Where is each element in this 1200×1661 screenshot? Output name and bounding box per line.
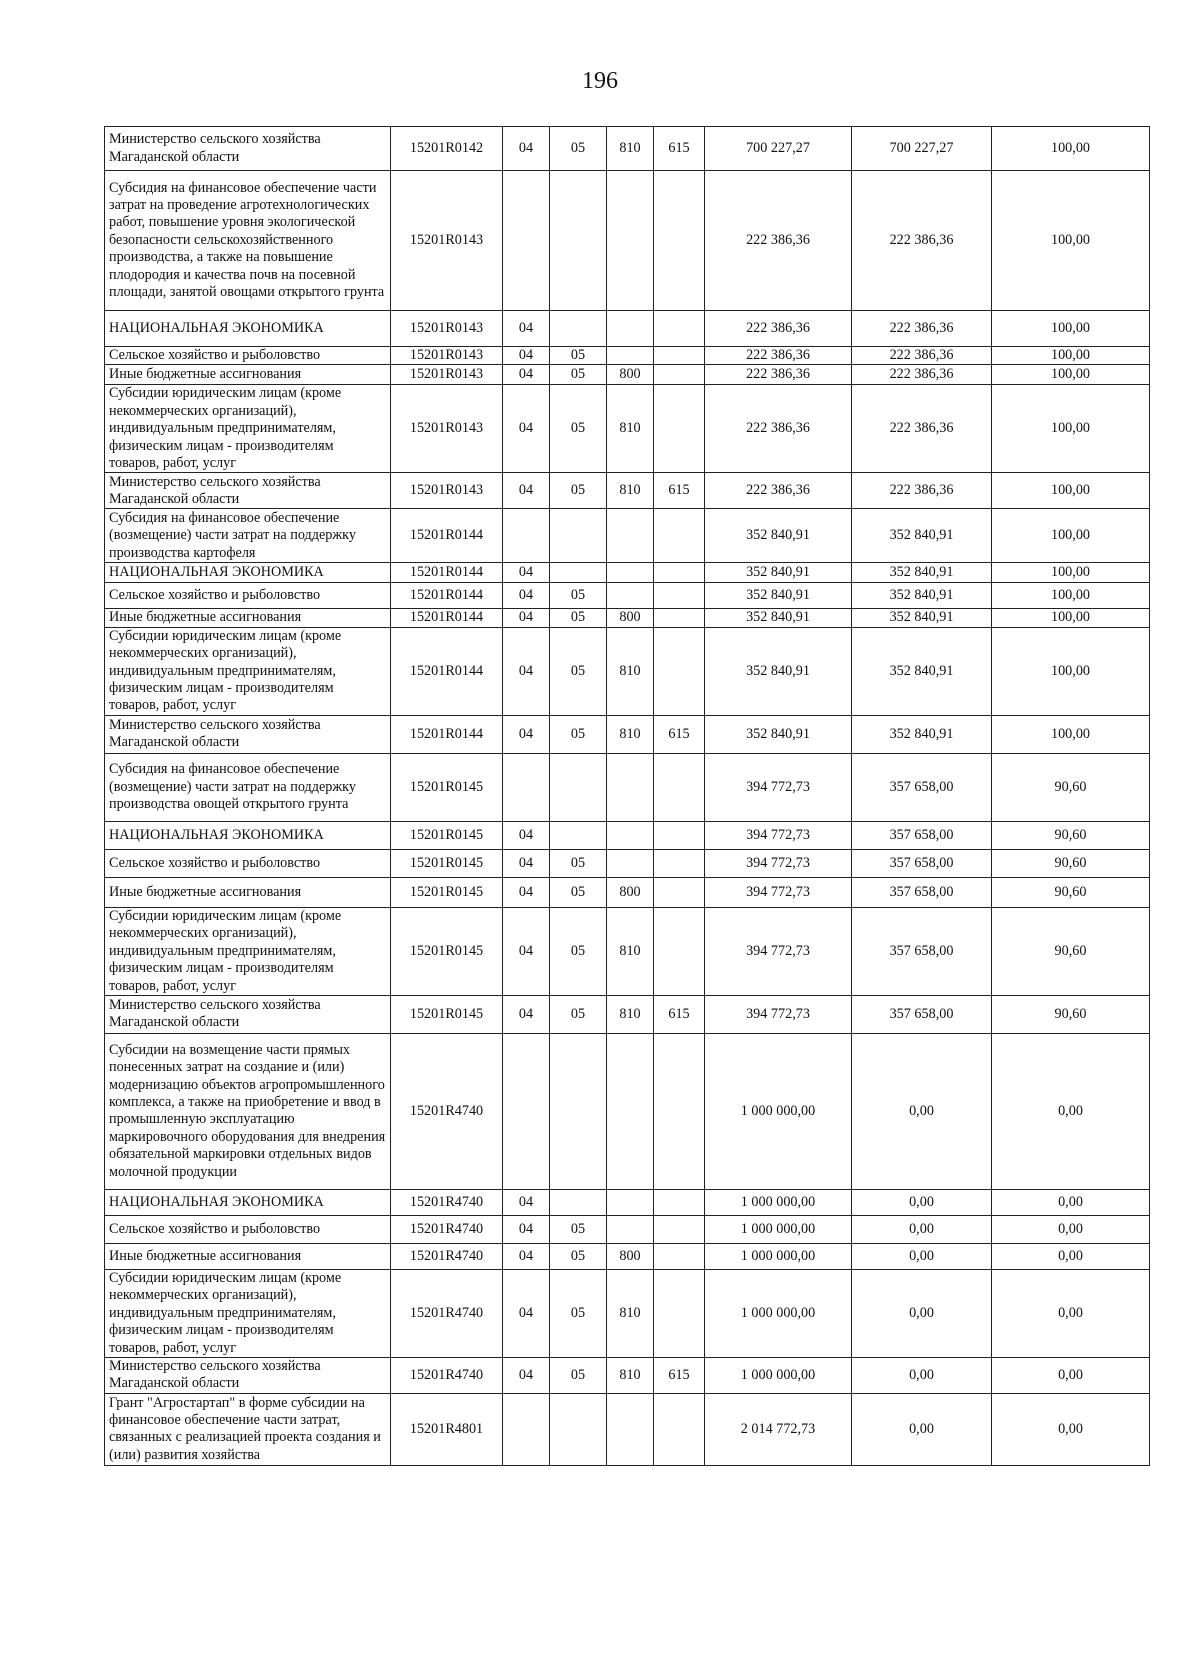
subsection-cell: [550, 509, 607, 563]
target-article-cell: 15201R0143: [391, 311, 503, 347]
planned-amount-cell: 222 386,36: [705, 385, 852, 473]
executed-amount-cell: 0,00: [852, 1269, 992, 1357]
table-row: [105, 1189, 1150, 1215]
expense-type-cell: [607, 821, 654, 849]
ministry-code-cell: [654, 1215, 705, 1243]
subsection-cell: 05: [550, 385, 607, 473]
table-row: [105, 583, 1150, 609]
expense-type-cell: [607, 1215, 654, 1243]
expense-type-cell: 810: [607, 385, 654, 473]
target-article-cell: 15201R0145: [391, 849, 503, 877]
target-article-cell: 15201R0144: [391, 563, 503, 583]
target-article-cell: 15201R0145: [391, 877, 503, 907]
target-article-cell: 15201R0143: [391, 385, 503, 473]
item-name-cell: НАЦИОНАЛЬНАЯ ЭКОНОМИКА: [105, 821, 391, 849]
planned-amount-cell: 394 772,73: [705, 849, 852, 877]
execution-percent-cell: 100,00: [992, 715, 1150, 753]
section-cell: 04: [503, 347, 550, 365]
expense-type-cell: [607, 311, 654, 347]
execution-percent-cell: 90,60: [992, 907, 1150, 995]
table-row: [105, 1357, 1150, 1393]
subsection-cell: 05: [550, 609, 607, 627]
section-cell: [503, 1393, 550, 1465]
execution-percent-cell: 0,00: [992, 1189, 1150, 1215]
section-cell: 04: [503, 907, 550, 995]
target-article-cell: 15201R0142: [391, 127, 503, 171]
section-cell: 04: [503, 311, 550, 347]
section-cell: 04: [503, 849, 550, 877]
execution-percent-cell: 100,00: [992, 509, 1150, 563]
table-row: [105, 311, 1150, 347]
item-name-cell: Иные бюджетные ассигнования: [105, 877, 391, 907]
section-cell: [503, 509, 550, 563]
ministry-code-cell: [654, 849, 705, 877]
target-article-cell: 15201R4801: [391, 1393, 503, 1465]
executed-amount-cell: 352 840,91: [852, 583, 992, 609]
table-row: [105, 385, 1150, 473]
item-name-cell: Субсидии юридическим лицам (кроме некоммерческих организаций), индивидуальным предпринимателям, физическим лицам - производителям товаров, работ, услуг: [105, 385, 391, 473]
execution-percent-cell: 0,00: [992, 1215, 1150, 1243]
planned-amount-cell: 1 000 000,00: [705, 1215, 852, 1243]
executed-amount-cell: 700 227,27: [852, 127, 992, 171]
executed-amount-cell: 222 386,36: [852, 473, 992, 509]
section-cell: 04: [503, 583, 550, 609]
execution-percent-cell: 0,00: [992, 1357, 1150, 1393]
subsection-cell: [550, 563, 607, 583]
executed-amount-cell: 352 840,91: [852, 627, 992, 715]
expense-type-cell: [607, 753, 654, 821]
item-name-cell: Министерство сельского хозяйства Магаданской области: [105, 715, 391, 753]
section-cell: 04: [503, 877, 550, 907]
subsection-cell: 05: [550, 127, 607, 171]
subsection-cell: 05: [550, 849, 607, 877]
item-name-cell: Иные бюджетные ассигнования: [105, 1243, 391, 1269]
executed-amount-cell: 0,00: [852, 1393, 992, 1465]
execution-percent-cell: 100,00: [992, 609, 1150, 627]
expense-type-cell: [607, 509, 654, 563]
execution-percent-cell: 100,00: [992, 311, 1150, 347]
ministry-code-cell: 615: [654, 715, 705, 753]
planned-amount-cell: 222 386,36: [705, 365, 852, 385]
executed-amount-cell: 352 840,91: [852, 509, 992, 563]
expense-type-cell: [607, 563, 654, 583]
item-name-cell: Министерство сельского хозяйства Магаданской области: [105, 473, 391, 509]
section-cell: 04: [503, 563, 550, 583]
subsection-cell: [550, 171, 607, 311]
subsection-cell: [550, 1393, 607, 1465]
subsection-cell: 05: [550, 1243, 607, 1269]
target-article-cell: 15201R0145: [391, 753, 503, 821]
ministry-code-cell: [654, 907, 705, 995]
expense-type-cell: 810: [607, 715, 654, 753]
item-name-cell: НАЦИОНАЛЬНАЯ ЭКОНОМИКА: [105, 311, 391, 347]
execution-percent-cell: 100,00: [992, 385, 1150, 473]
target-article-cell: 15201R0145: [391, 907, 503, 995]
table-row: [105, 509, 1150, 563]
execution-percent-cell: 100,00: [992, 347, 1150, 365]
executed-amount-cell: 357 658,00: [852, 877, 992, 907]
subsection-cell: 05: [550, 1357, 607, 1393]
executed-amount-cell: 0,00: [852, 1243, 992, 1269]
executed-amount-cell: 357 658,00: [852, 907, 992, 995]
section-cell: 04: [503, 473, 550, 509]
expense-type-cell: 810: [607, 1269, 654, 1357]
item-name-cell: Субсидии юридическим лицам (кроме некоммерческих организаций), индивидуальным предпринимателям, физическим лицам - производителям товаров, работ, услуг: [105, 907, 391, 995]
subsection-cell: 05: [550, 1215, 607, 1243]
expense-type-cell: [607, 1393, 654, 1465]
subsection-cell: 05: [550, 473, 607, 509]
subsection-cell: [550, 821, 607, 849]
section-cell: 04: [503, 627, 550, 715]
executed-amount-cell: 352 840,91: [852, 609, 992, 627]
executed-amount-cell: 357 658,00: [852, 753, 992, 821]
planned-amount-cell: 2 014 772,73: [705, 1393, 852, 1465]
planned-amount-cell: 222 386,36: [705, 171, 852, 311]
executed-amount-cell: 222 386,36: [852, 385, 992, 473]
ministry-code-cell: 615: [654, 127, 705, 171]
ministry-code-cell: [654, 877, 705, 907]
section-cell: 04: [503, 1269, 550, 1357]
target-article-cell: 15201R4740: [391, 1243, 503, 1269]
target-article-cell: 15201R0143: [391, 171, 503, 311]
expense-type-cell: 800: [607, 365, 654, 385]
planned-amount-cell: 1 000 000,00: [705, 1189, 852, 1215]
executed-amount-cell: 222 386,36: [852, 171, 992, 311]
section-cell: 04: [503, 821, 550, 849]
subsection-cell: 05: [550, 995, 607, 1033]
table-row: [105, 473, 1150, 509]
table-row: [105, 715, 1150, 753]
item-name-cell: Субсидии юридическим лицам (кроме некоммерческих организаций), индивидуальным предпринимателям, физическим лицам - производителям товаров, работ, услуг: [105, 627, 391, 715]
section-cell: 04: [503, 127, 550, 171]
section-cell: [503, 753, 550, 821]
execution-percent-cell: 90,60: [992, 877, 1150, 907]
target-article-cell: 15201R0144: [391, 609, 503, 627]
ministry-code-cell: [654, 821, 705, 849]
target-article-cell: 15201R4740: [391, 1357, 503, 1393]
table-row: [105, 627, 1150, 715]
expense-type-cell: 800: [607, 877, 654, 907]
target-article-cell: 15201R0145: [391, 995, 503, 1033]
section-cell: 04: [503, 1215, 550, 1243]
target-article-cell: 15201R0145: [391, 821, 503, 849]
ministry-code-cell: [654, 385, 705, 473]
ministry-code-cell: [654, 311, 705, 347]
subsection-cell: 05: [550, 583, 607, 609]
expense-type-cell: [607, 347, 654, 365]
expense-type-cell: 810: [607, 995, 654, 1033]
executed-amount-cell: 357 658,00: [852, 849, 992, 877]
section-cell: 04: [503, 365, 550, 385]
target-article-cell: 15201R4740: [391, 1269, 503, 1357]
subsection-cell: 05: [550, 715, 607, 753]
ministry-code-cell: [654, 1189, 705, 1215]
item-name-cell: Министерство сельского хозяйства Магаданской области: [105, 127, 391, 171]
item-name-cell: Иные бюджетные ассигнования: [105, 365, 391, 385]
ministry-code-cell: [654, 563, 705, 583]
executed-amount-cell: 222 386,36: [852, 365, 992, 385]
expense-type-cell: 810: [607, 907, 654, 995]
table-row: [105, 127, 1150, 171]
section-cell: 04: [503, 1243, 550, 1269]
subsection-cell: 05: [550, 365, 607, 385]
item-name-cell: Субсидия на финансовое обеспечение (возмещение) части затрат на поддержку производства картофеля: [105, 509, 391, 563]
table-row: [105, 1033, 1150, 1189]
executed-amount-cell: 352 840,91: [852, 715, 992, 753]
execution-percent-cell: 90,60: [992, 849, 1150, 877]
table-row: [105, 1393, 1150, 1465]
planned-amount-cell: 352 840,91: [705, 509, 852, 563]
item-name-cell: Сельское хозяйство и рыболовство: [105, 347, 391, 365]
executed-amount-cell: 0,00: [852, 1215, 992, 1243]
expense-type-cell: 810: [607, 127, 654, 171]
execution-percent-cell: 0,00: [992, 1243, 1150, 1269]
planned-amount-cell: 352 840,91: [705, 627, 852, 715]
ministry-code-cell: [654, 627, 705, 715]
ministry-code-cell: [654, 1269, 705, 1357]
execution-percent-cell: 0,00: [992, 1393, 1150, 1465]
ministry-code-cell: 615: [654, 995, 705, 1033]
ministry-code-cell: [654, 365, 705, 385]
execution-percent-cell: 90,60: [992, 821, 1150, 849]
table-row: [105, 1215, 1150, 1243]
execution-percent-cell: 0,00: [992, 1269, 1150, 1357]
executed-amount-cell: 0,00: [852, 1357, 992, 1393]
section-cell: 04: [503, 1189, 550, 1215]
section-cell: [503, 1033, 550, 1189]
execution-percent-cell: 100,00: [992, 583, 1150, 609]
expense-type-cell: 810: [607, 473, 654, 509]
item-name-cell: Грант "Агростартап" в форме субсидии на финансовое обеспечение части затрат, связанных с реализацией проекта создания и (или) развития хозяйства: [105, 1393, 391, 1465]
planned-amount-cell: 1 000 000,00: [705, 1357, 852, 1393]
expense-type-cell: [607, 583, 654, 609]
item-name-cell: Иные бюджетные ассигнования: [105, 609, 391, 627]
item-name-cell: Сельское хозяйство и рыболовство: [105, 583, 391, 609]
planned-amount-cell: 352 840,91: [705, 563, 852, 583]
table-row: [105, 347, 1150, 365]
executed-amount-cell: 222 386,36: [852, 311, 992, 347]
page-number: 196: [582, 68, 618, 94]
expense-type-cell: 800: [607, 1243, 654, 1269]
table-row: [105, 753, 1150, 821]
subsection-cell: [550, 311, 607, 347]
target-article-cell: 15201R0144: [391, 583, 503, 609]
item-name-cell: Субсидия на финансовое обеспечение (возмещение) части затрат на поддержку производства овощей открытого грунта: [105, 753, 391, 821]
expense-type-cell: 810: [607, 627, 654, 715]
item-name-cell: Министерство сельского хозяйства Магаданской области: [105, 995, 391, 1033]
ministry-code-cell: [654, 753, 705, 821]
ministry-code-cell: [654, 347, 705, 365]
budget-table: [104, 126, 1150, 1466]
table-row: [105, 849, 1150, 877]
section-cell: 04: [503, 385, 550, 473]
target-article-cell: 15201R0143: [391, 365, 503, 385]
ministry-code-cell: [654, 509, 705, 563]
executed-amount-cell: 222 386,36: [852, 347, 992, 365]
item-name-cell: Сельское хозяйство и рыболовство: [105, 849, 391, 877]
table-row: [105, 365, 1150, 385]
ministry-code-cell: [654, 609, 705, 627]
table-row: [105, 877, 1150, 907]
expense-type-cell: [607, 1189, 654, 1215]
ministry-code-cell: [654, 1243, 705, 1269]
item-name-cell: НАЦИОНАЛЬНАЯ ЭКОНОМИКА: [105, 1189, 391, 1215]
planned-amount-cell: 394 772,73: [705, 907, 852, 995]
subsection-cell: 05: [550, 877, 607, 907]
target-article-cell: 15201R4740: [391, 1189, 503, 1215]
planned-amount-cell: 222 386,36: [705, 473, 852, 509]
expense-type-cell: 800: [607, 609, 654, 627]
executed-amount-cell: 0,00: [852, 1033, 992, 1189]
expense-type-cell: [607, 1033, 654, 1189]
planned-amount-cell: 1 000 000,00: [705, 1033, 852, 1189]
ministry-code-cell: [654, 1393, 705, 1465]
section-cell: [503, 171, 550, 311]
execution-percent-cell: 100,00: [992, 127, 1150, 171]
execution-percent-cell: 100,00: [992, 365, 1150, 385]
subsection-cell: 05: [550, 1269, 607, 1357]
table-row: [105, 609, 1150, 627]
table-row: [105, 907, 1150, 995]
planned-amount-cell: 394 772,73: [705, 995, 852, 1033]
target-article-cell: 15201R0144: [391, 715, 503, 753]
execution-percent-cell: 100,00: [992, 563, 1150, 583]
planned-amount-cell: 352 840,91: [705, 609, 852, 627]
executed-amount-cell: 357 658,00: [852, 995, 992, 1033]
planned-amount-cell: 352 840,91: [705, 583, 852, 609]
item-name-cell: Сельское хозяйство и рыболовство: [105, 1215, 391, 1243]
planned-amount-cell: 1 000 000,00: [705, 1269, 852, 1357]
ministry-code-cell: 615: [654, 473, 705, 509]
target-article-cell: 15201R0143: [391, 473, 503, 509]
execution-percent-cell: 100,00: [992, 171, 1150, 311]
item-name-cell: Субсидии на возмещение части прямых понесенных затрат на создание и (или) модернизацию объектов агропромышленного комплекса, а также на приобретение и ввод в промышленную эксплуатацию маркировочного оборудования для внедрения обязательной маркировки отдельных видов молочной продукции: [105, 1033, 391, 1189]
planned-amount-cell: 394 772,73: [705, 821, 852, 849]
item-name-cell: Субсидия на финансовое обеспечение части затрат на проведение агротехнологических работ, повышение уровня экологической безопасности сельскохозяйственного производства, а также на повышение плодородия и качества почв на посевной площади, занятой овощами открытого грунта: [105, 171, 391, 311]
target-article-cell: 15201R4740: [391, 1033, 503, 1189]
expense-type-cell: 810: [607, 1357, 654, 1393]
subsection-cell: [550, 1189, 607, 1215]
section-cell: 04: [503, 715, 550, 753]
planned-amount-cell: 394 772,73: [705, 753, 852, 821]
execution-percent-cell: 100,00: [992, 627, 1150, 715]
target-article-cell: 15201R0144: [391, 509, 503, 563]
section-cell: 04: [503, 1357, 550, 1393]
subsection-cell: 05: [550, 627, 607, 715]
section-cell: 04: [503, 609, 550, 627]
planned-amount-cell: 352 840,91: [705, 715, 852, 753]
planned-amount-cell: 222 386,36: [705, 347, 852, 365]
target-article-cell: 15201R4740: [391, 1215, 503, 1243]
table-row: [105, 1269, 1150, 1357]
table-row: [105, 171, 1150, 311]
section-cell: 04: [503, 995, 550, 1033]
table-row: [105, 995, 1150, 1033]
table-row: [105, 563, 1150, 583]
subsection-cell: 05: [550, 907, 607, 995]
expense-type-cell: [607, 849, 654, 877]
executed-amount-cell: 0,00: [852, 1189, 992, 1215]
target-article-cell: 15201R0144: [391, 627, 503, 715]
item-name-cell: Субсидии юридическим лицам (кроме некоммерческих организаций), индивидуальным предпринимателям, физическим лицам - производителям товаров, работ, услуг: [105, 1269, 391, 1357]
subsection-cell: [550, 753, 607, 821]
ministry-code-cell: [654, 1033, 705, 1189]
planned-amount-cell: 700 227,27: [705, 127, 852, 171]
planned-amount-cell: 222 386,36: [705, 311, 852, 347]
planned-amount-cell: 394 772,73: [705, 877, 852, 907]
expense-type-cell: [607, 171, 654, 311]
ministry-code-cell: 615: [654, 1357, 705, 1393]
executed-amount-cell: 352 840,91: [852, 563, 992, 583]
item-name-cell: Министерство сельского хозяйства Магаданской области: [105, 1357, 391, 1393]
ministry-code-cell: [654, 583, 705, 609]
item-name-cell: НАЦИОНАЛЬНАЯ ЭКОНОМИКА: [105, 563, 391, 583]
table-row: [105, 821, 1150, 849]
execution-percent-cell: 0,00: [992, 1033, 1150, 1189]
execution-percent-cell: 100,00: [992, 473, 1150, 509]
execution-percent-cell: 90,60: [992, 753, 1150, 821]
execution-percent-cell: 90,60: [992, 995, 1150, 1033]
planned-amount-cell: 1 000 000,00: [705, 1243, 852, 1269]
ministry-code-cell: [654, 171, 705, 311]
subsection-cell: [550, 1033, 607, 1189]
subsection-cell: 05: [550, 347, 607, 365]
target-article-cell: 15201R0143: [391, 347, 503, 365]
table-row: [105, 1243, 1150, 1269]
executed-amount-cell: 357 658,00: [852, 821, 992, 849]
